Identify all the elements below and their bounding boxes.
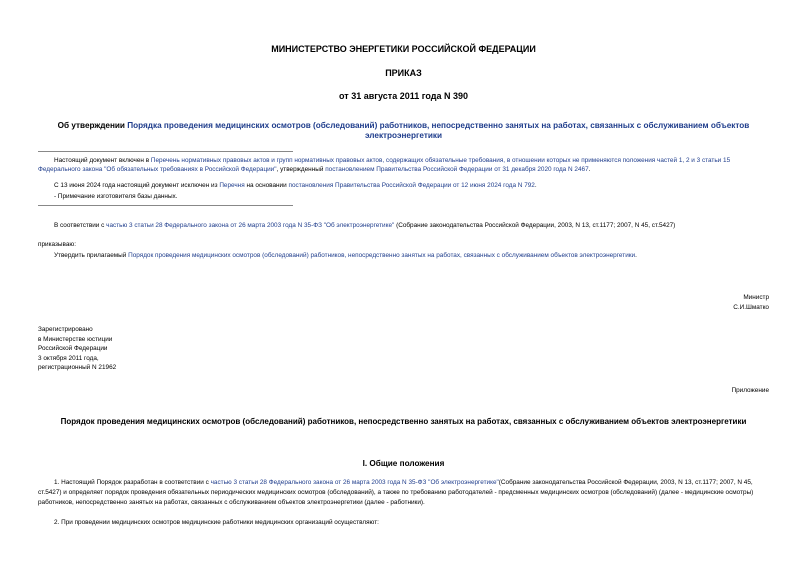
notice-p2-end: . — [534, 182, 537, 189]
registration-line-4: 3 октября 2011 года, — [38, 354, 99, 362]
registration-line-3: Российской Федерации — [38, 345, 108, 353]
notice-p1-text-2: , утвержденный — [276, 166, 326, 173]
appendix-item-2: 2. При проведении медицинских осмотров медицинские работники медицинских организаций осуществляют: — [54, 519, 379, 526]
registration-line-2: в Министерстве юстиции — [38, 335, 113, 343]
ministry-heading: МИНИСТЕРСТВО ЭНЕРГЕТИКИ РОССИЙСКОЙ ФЕДЕРАЦИИ — [271, 44, 536, 54]
notice-paragraph-2 — [54, 181, 768, 190]
appendix-label: Приложение — [731, 387, 769, 394]
basis-paragraph — [54, 221, 768, 230]
approve-text: Утвердить прилагаемый — [54, 252, 129, 259]
notice-bottom-rule — [38, 205, 293, 206]
document-title — [44, 121, 763, 141]
approve-paragraph — [54, 251, 768, 260]
basis-text-2: (Собрание законодательства Российской Федерации, 2003, N 13, ст.1177; 2007, N 45, ст.5427) — [394, 222, 676, 229]
order-word: приказываю: — [38, 241, 76, 248]
title-prefix: Об утверждении — [57, 121, 128, 130]
notice-p1-end: . — [588, 166, 591, 173]
notice-footnote: - Примечание изготовителя базы данных. — [54, 193, 178, 200]
registration-block — [38, 325, 116, 373]
registration-line-1: Зарегистрировано — [38, 326, 93, 333]
notice-paragraph-1 — [38, 156, 768, 174]
signature-name: С.И.Шматко — [733, 303, 769, 311]
registration-line-5: регистрационный N 21962 — [38, 364, 117, 372]
notice-perechen-link[interactable]: Перечня — [219, 182, 245, 189]
doc-type-heading: ПРИКАЗ — [385, 68, 422, 78]
title-order-link[interactable]: Порядка проведения медицинских осмотров (обследований) работников, непосредственно занятых на работах, связанных с обслуживанием объектов электроэнергетики — [127, 121, 750, 140]
signature-position: Министр — [743, 294, 769, 301]
item1-law-link[interactable]: частью 3 статьи 28 Федерального закона от 26 марта 2003 года N 35-ФЗ "Об электроэнергетике" — [210, 479, 499, 486]
notice-resolution-2024-link[interactable]: постановления Правительства Российской Федерации от 12 июня 2024 года N 792 — [288, 182, 535, 189]
signature-block — [733, 293, 769, 312]
notice-list-link[interactable]: Перечень нормативных правовых актов и групп нормативных правовых актов, содержащих обязательные требования, в отношении которых не применяются положения частей 1, 2 и 3 статьи 15 Федерального закона "Об обязательных требованиях в Российской Федерации" — [38, 157, 731, 173]
notice-p2-text-2: на основании — [244, 182, 289, 189]
notice-top-rule — [38, 151, 293, 152]
basis-law-link[interactable]: частью 3 статьи 28 Федерального закона от 26 марта 2003 года N 35-ФЗ "Об электроэнергетике" — [106, 222, 395, 229]
notice-p2-text: С 13 июня 2024 года настоящий документ исключен из — [54, 182, 220, 189]
date-number-heading: от 31 августа 2011 года N 390 — [339, 91, 468, 101]
item1-text: 1. Настоящий Порядок разработан в соответствии с — [54, 479, 211, 486]
appendix-title: Порядок проведения медицинских осмотров (обследований) работников, непосредственно занятых на работах, связанных с обслуживанием объектов электроэнергетики — [60, 417, 747, 426]
notice-p1-text: Настоящий документ включен в — [54, 157, 151, 164]
basis-text: В соответствии с — [54, 222, 107, 229]
approve-end: . — [635, 252, 637, 259]
notice-resolution-link[interactable]: постановлением Правительства Российской Федерации от 31 декабря 2020 года N 2467 — [325, 166, 589, 173]
appendix-item-1 — [38, 478, 768, 508]
approve-order-link[interactable]: Порядок проведения медицинских осмотров (обследований) работников, непосредственно занятых на работах, связанных с обслуживанием объектов электроэнергетики — [128, 252, 636, 259]
item1-text-2: (Собрание законодательства Российской Федерации, 2003, N 13, ст.1177; 2007, N 45, ст.5427) и определяет порядок проведения обязательных периодических медицинских осмотров (обследований), а также по требованию работодателей - предсменных медицинских осмотров (обследований) (далее - медицинские осмотры) работников, непосредственно занятых на работах, связанных с обслуживанием объектов электроэнергетики (далее - работники). — [38, 479, 754, 506]
section-heading: I. Общие положения — [362, 459, 445, 468]
